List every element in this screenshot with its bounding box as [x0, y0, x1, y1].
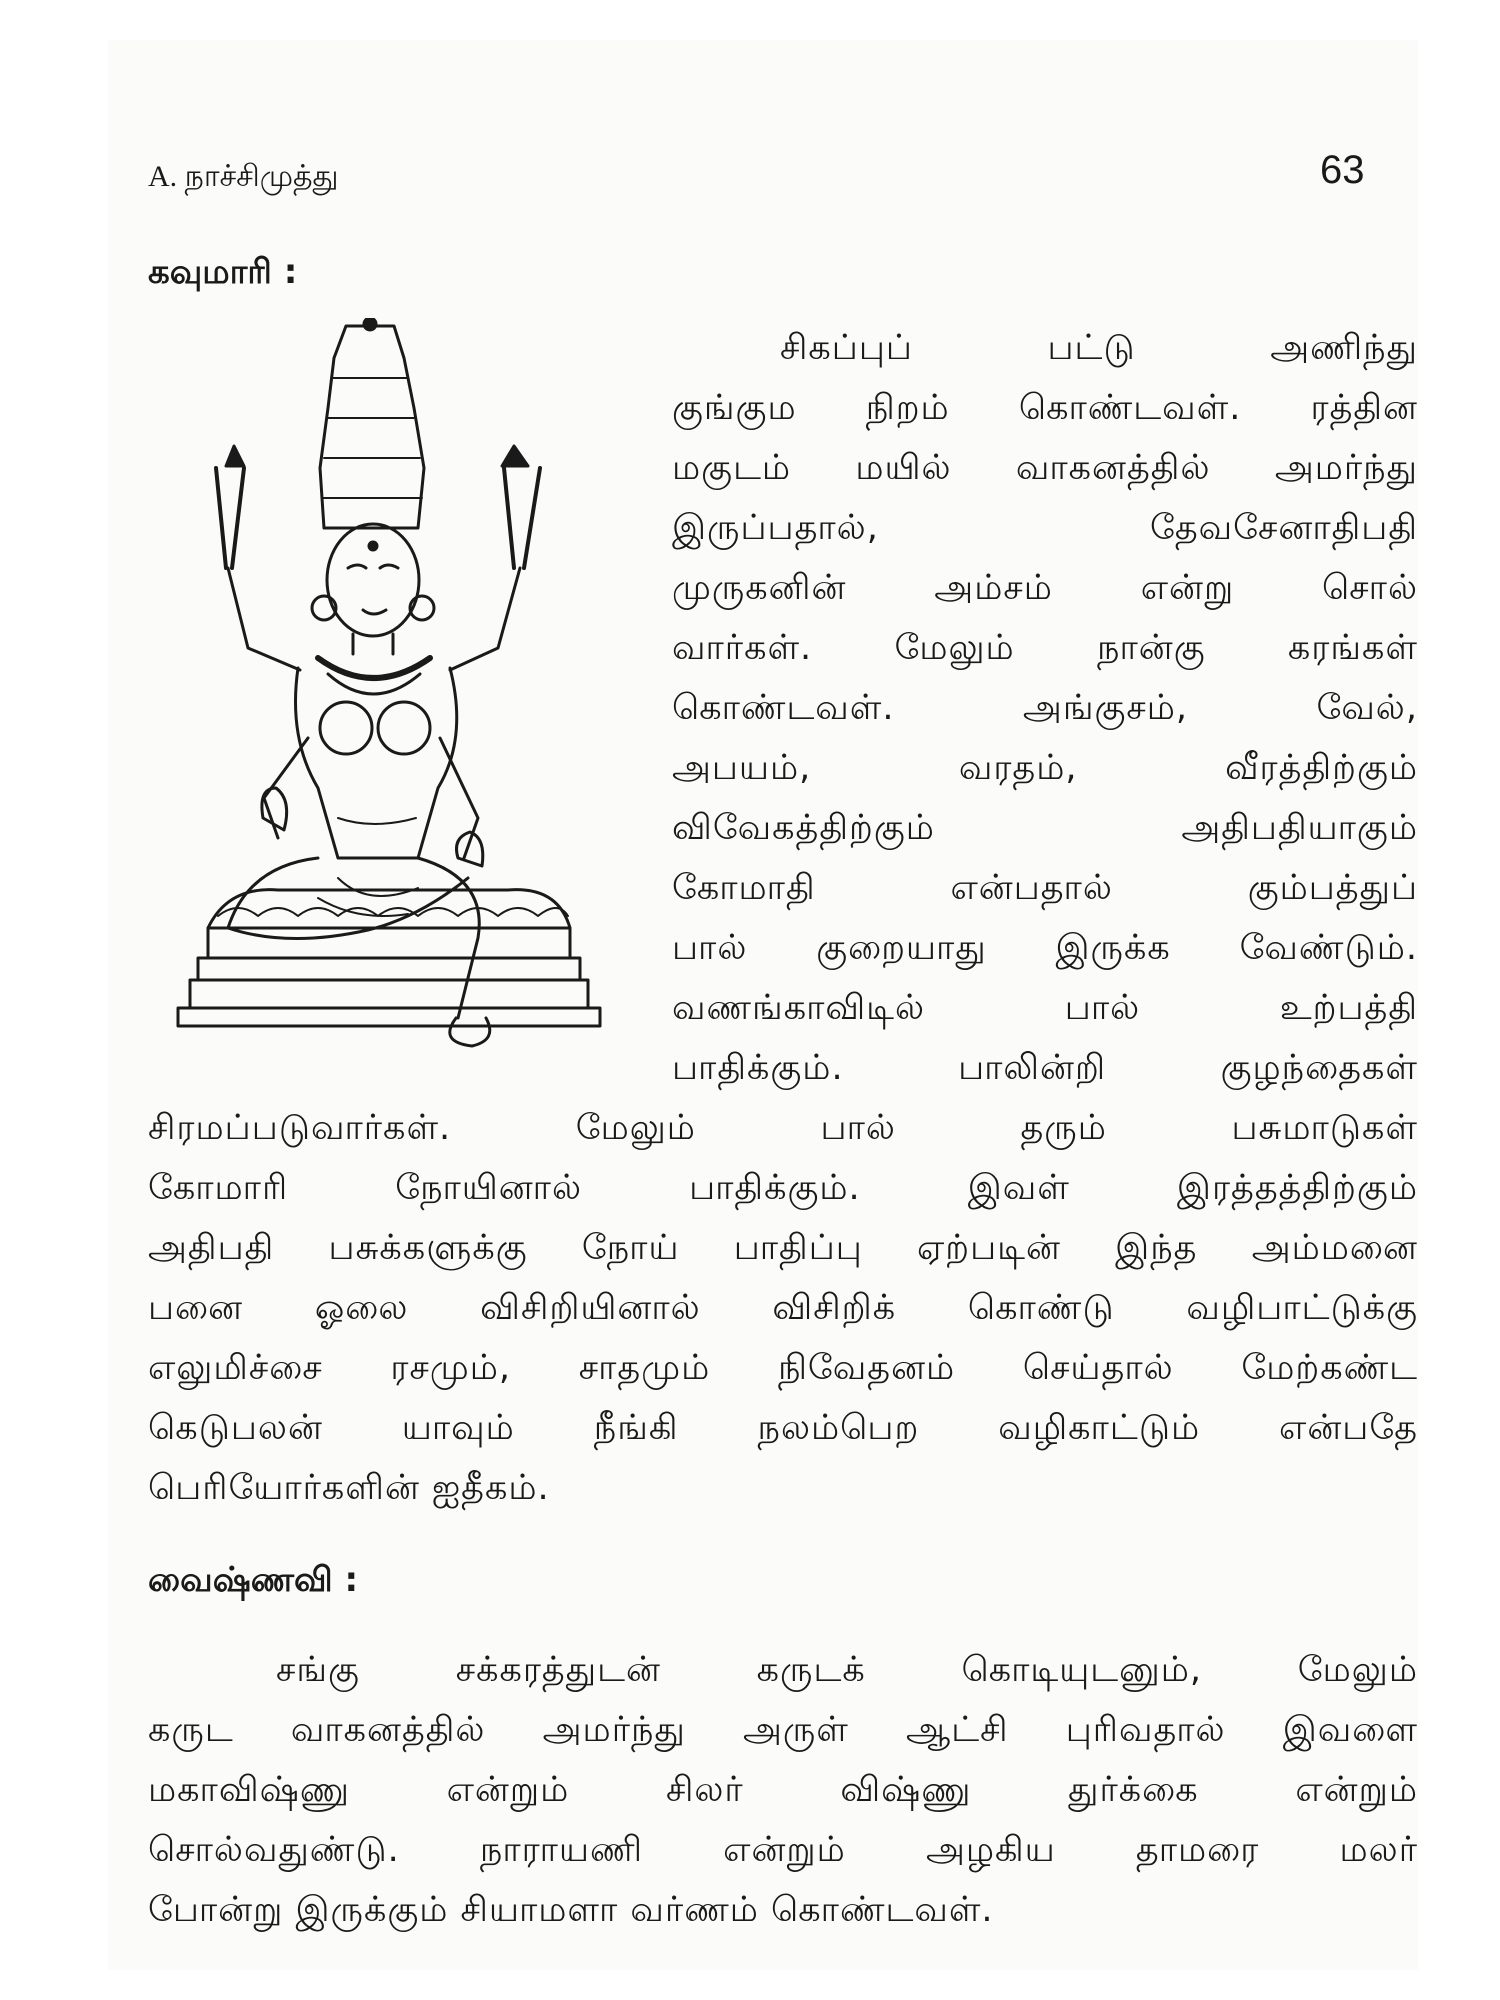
kaumari-illustration: [168, 318, 610, 1058]
text-line: போன்று இருக்கும் சியாமளா வர்ணம் கொண்டவள்.: [148, 1890, 994, 1930]
running-header-author: A. நாச்சிமுத்து: [148, 160, 339, 193]
text-line: கருட வாகனத்தில் அமர்ந்து அருள் ஆட்சி புரிவதால் இவளை: [148, 1710, 1418, 1750]
text-line: எலுமிச்சை ரசமும், சாதமும் நிவேதனம் செய்தால் மேற்கண்ட: [148, 1348, 1418, 1388]
text-line: குங்கும நிறம் கொண்டவள். ரத்தின: [672, 388, 1418, 428]
text-line: வார்கள். மேலும் நான்கு கரங்கள்: [672, 628, 1418, 668]
text-line: முருகனின் அம்சம் என்று சொல்: [672, 568, 1418, 608]
text-line: மகுடம் மயில் வாகனத்தில் அமர்ந்து: [672, 448, 1418, 488]
page-number: 63: [1320, 148, 1365, 192]
text-line: கோமாதி என்பதால் கும்பத்துப்: [672, 868, 1418, 908]
text-line: பனை ஓலை விசிறியினால் விசிறிக் கொண்டு வழிபாட்டுக்கு: [148, 1288, 1418, 1328]
text-line: வணங்காவிடில் பால் உற்பத்தி: [672, 988, 1418, 1028]
text-line: அபயம், வரதம், வீரத்திற்கும்: [672, 748, 1418, 788]
text-line: பெரியோர்களின் ஐதீகம்.: [148, 1468, 550, 1508]
text-line: சிரமப்படுவார்கள். மேலும் பால் தரும் பசுமாடுகள்: [148, 1108, 1418, 1148]
text-line: விவேகத்திற்கும் அதிபதியாகும்: [672, 808, 1418, 848]
text-line: இருப்பதால், தேவசேனாதிபதி: [672, 508, 1418, 548]
section-heading-vaishnavi: வைஷ்ணவி :: [148, 1560, 359, 1600]
text-line: சங்கு சக்கரத்துடன் கருடக் கொடியுடனும், மேலும்: [276, 1650, 1418, 1690]
text-line: சிகப்புப் பட்டு அணிந்து: [780, 328, 1418, 368]
text-line: கொண்டவள். அங்குசம், வேல்,: [672, 688, 1418, 728]
text-line: கெடுபலன் யாவும் நீங்கி நலம்பெற வழிகாட்டும் என்பதே: [148, 1408, 1418, 1448]
text-line: பாதிக்கும். பாலின்றி குழந்தைகள்: [672, 1048, 1418, 1088]
text-line: கோமாரி நோயினால் பாதிக்கும். இவள் இரத்தத்திற்கும்: [148, 1168, 1418, 1208]
text-line: சொல்வதுண்டு. நாராயணி என்றும் அழகிய தாமரை மலர்: [148, 1830, 1418, 1870]
text-line: அதிபதி பசுக்களுக்கு நோய் பாதிப்பு ஏற்படின் இந்த அம்மனை: [148, 1228, 1418, 1268]
text-line: பால் குறையாது இருக்க வேண்டும்.: [672, 928, 1418, 968]
section-heading-kaumari: கவுமாரி :: [148, 252, 298, 292]
text-line: மகாவிஷ்ணு என்றும் சிலர் விஷ்ணு துர்க்கை என்றும்: [148, 1770, 1418, 1810]
